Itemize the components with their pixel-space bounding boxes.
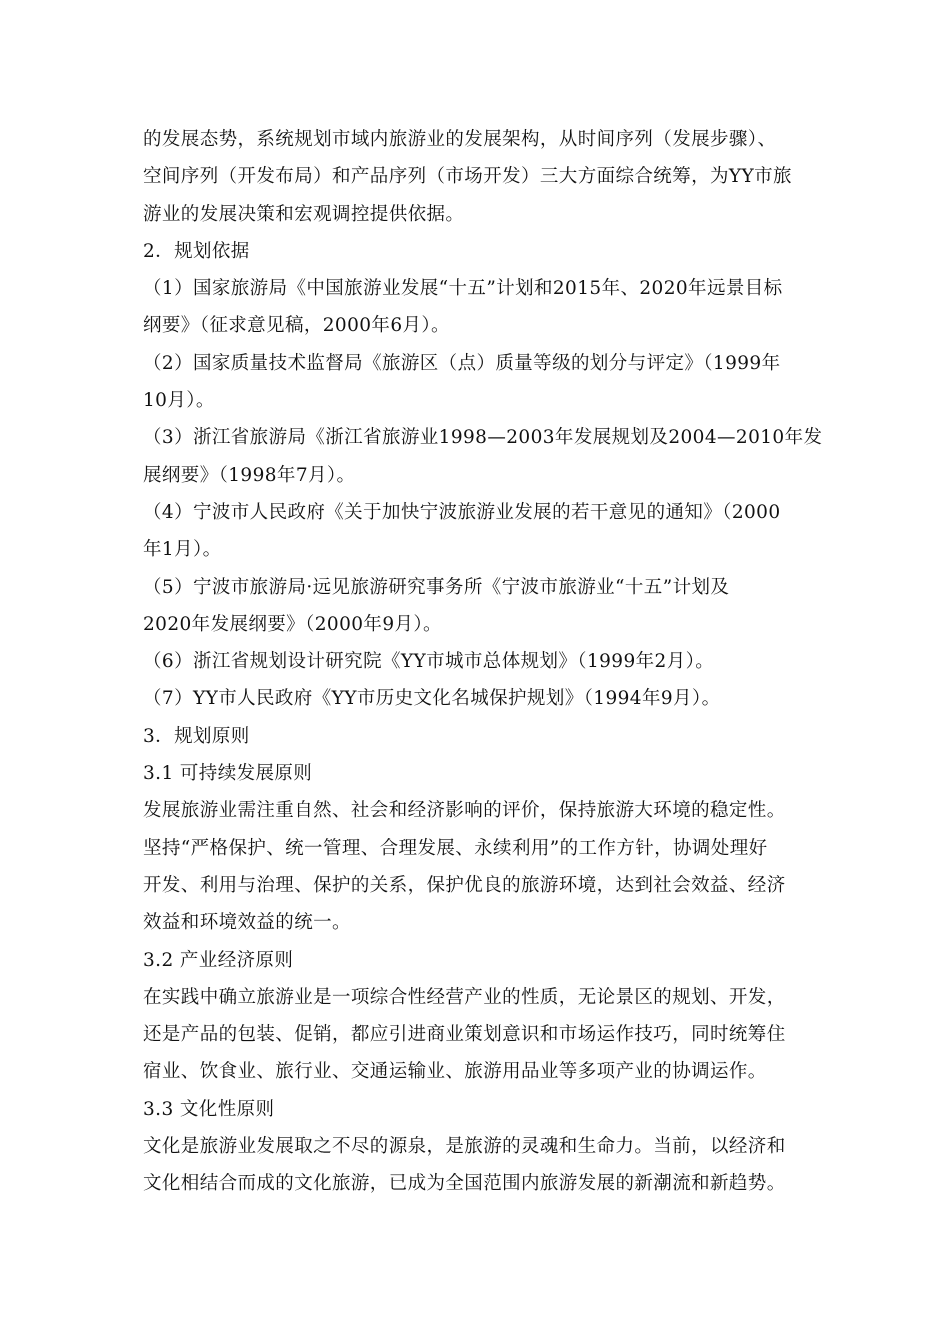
text-line: 10月）。	[143, 390, 215, 412]
section-heading: 3．规划原则	[143, 725, 250, 747]
section-heading: 2．规划依据	[143, 240, 250, 262]
text-line: 发展旅游业需注重自然、社会和经济影响的评价，保持旅游大环境的稳定性。	[143, 800, 786, 822]
text-line: （7）YY市人民政府《YY市历史文化名城保护规划》（1994年9月）。	[143, 688, 721, 710]
text-line: 的发展态势，系统规划市域内旅游业的发展架构，从时间序列（发展步骤）、	[143, 129, 777, 150]
text-line: 效益和环境效益的统一。	[143, 912, 351, 934]
text-line: 游业的发展决策和宏观调控提供依据。	[143, 203, 465, 225]
text-line: 宿业、饮食业、旅行业、交通运输业、旅游用品业等多项产业的协调运作。	[143, 1061, 767, 1083]
text-line: （6）浙江省规划设计研究院《YY市城市总体规划》（1999年2月）。	[143, 651, 715, 673]
document-body	[143, 121, 823, 1203]
text-line: 纲要》（征求意见稿，2000年6月）。	[143, 315, 450, 337]
text-line: （4）宁波市人民政府《关于加快宁波旅游业发展的若干意见的通知》（2000	[143, 501, 781, 523]
text-line: 2020年发展纲要》（2000年9月）。	[143, 613, 442, 635]
text-line: 坚持“严格保护、统一管理、合理发展、永续利用”的工作方针，协调处理好	[143, 837, 768, 859]
text-line: （5）宁波市旅游局·远见旅游研究事务所《宁波市旅游业“十五”计划及	[143, 576, 730, 598]
text-line: 开发、利用与治理、保护的关系，保护优良的旅游环境，达到社会效益、经济	[143, 874, 786, 896]
text-line: 在实践中确立旅游业是一项综合性经营产业的性质，无论景区的规划、开发，	[143, 986, 786, 1008]
text-line: （1）国家旅游局《中国旅游业发展“十五”计划和2015年、2020年远景目标	[143, 278, 783, 300]
text-line: 文化是旅游业发展取之不尽的源泉，是旅游的灵魂和生命力。当前，以经济和	[143, 1136, 786, 1158]
subsection-heading: 3.1 可持续发展原则	[143, 763, 313, 785]
text-line: （2）国家质量技术监督局《旅游区（点）质量等级的划分与评定》（1999年	[143, 352, 781, 374]
text-line: 空间序列（开发布局）和产品序列（市场开发）三大方面综合统筹，为YY市旅	[143, 166, 792, 188]
text-line: 文化相结合而成的文化旅游，已成为全国范围内旅游发展的新潮流和新趋势。	[143, 1173, 786, 1195]
subsection-heading: 3.2 产业经济原则	[143, 949, 294, 971]
text-line: 还是产品的包装、促销，都应引进商业策划意识和市场运作技巧，同时统筹住	[143, 1024, 786, 1046]
text-line: 展纲要》（1998年7月）。	[143, 464, 356, 486]
text-line: （3）浙江省旅游局《浙江省旅游业1998—2003年发展规划及2004—2010年发	[143, 427, 823, 449]
text-line: 年1月）。	[143, 539, 222, 561]
subsection-heading: 3.3 文化性原则	[143, 1098, 275, 1120]
